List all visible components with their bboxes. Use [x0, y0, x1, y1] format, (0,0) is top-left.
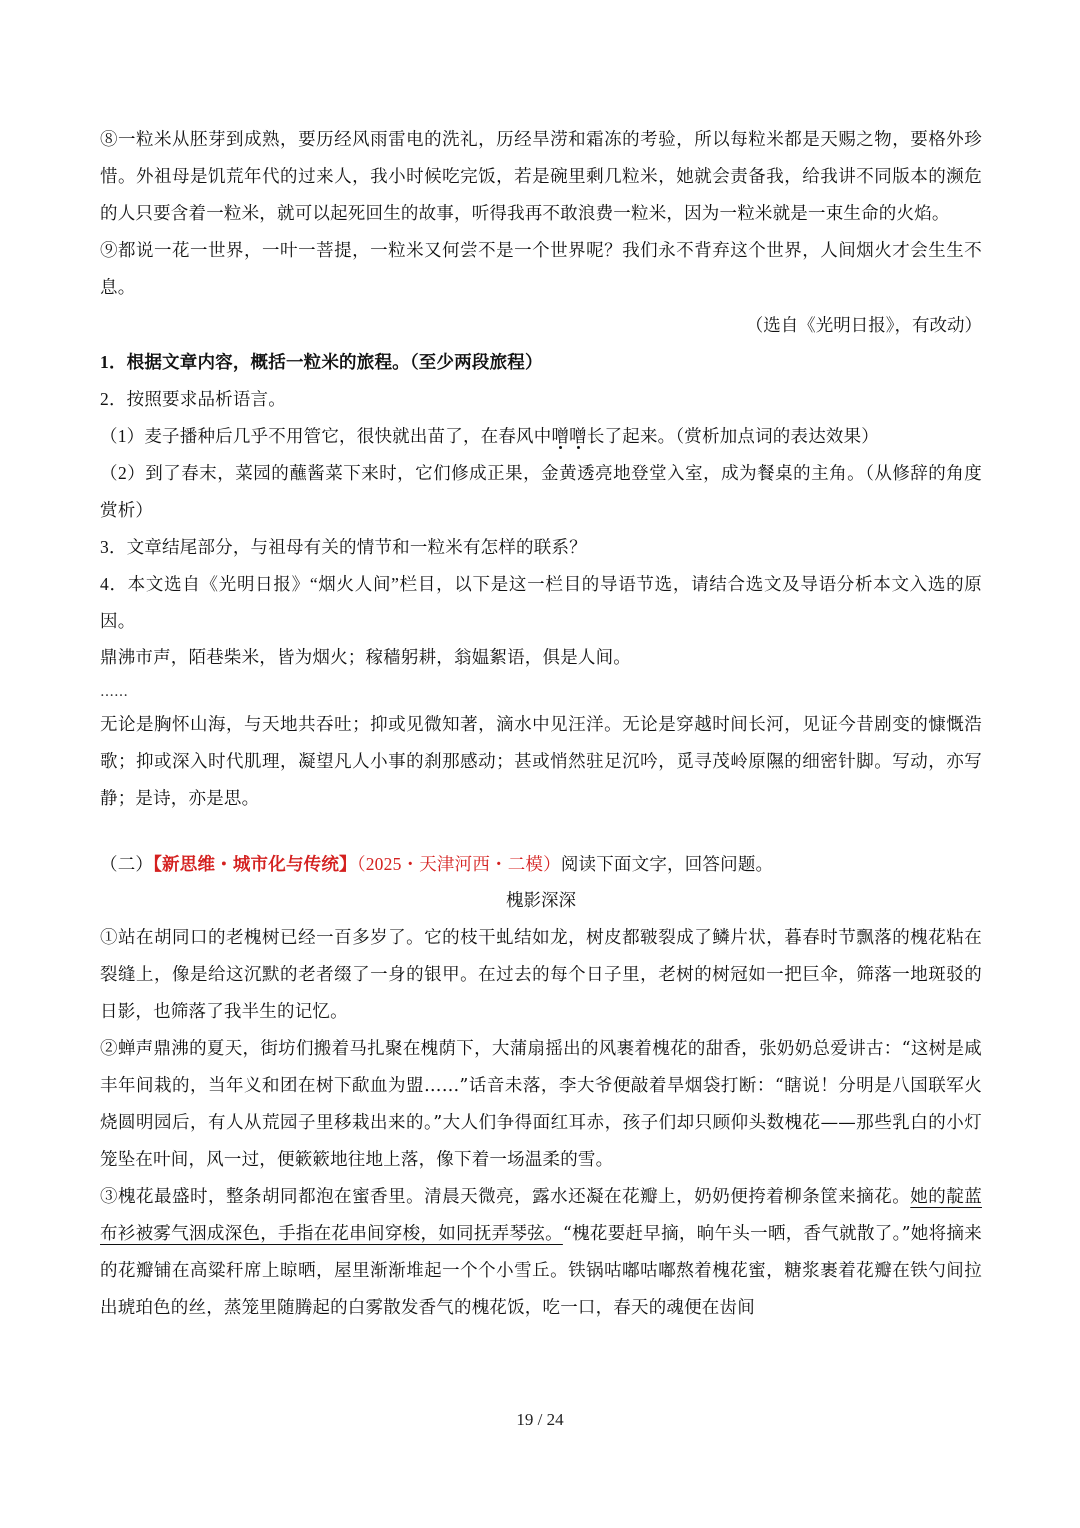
- section-2-prefix: （二）: [100, 854, 154, 874]
- section-2-heading: [100, 846, 982, 883]
- article-title: 槐影深深: [506, 891, 576, 911]
- article-paragraph-2: ②蝉声鼎沸的夏天，街坊们搬着马扎聚在槐荫下，大蒲扇摇出的风裹着槐花的甜香，张奶奶总爱讲古：“这树是咸丰年间栽的，当年义和团在树下歃血为盟……”话音未落，李大爷便敲着旱烟袋打断：“瞎说！分明是八国联军火烧圆明园后，有人从荒园子里移栽出来的。”大人们争得面红耳赤，孩子们却只顾仰头数槐花——那些乳白的小灯笼坠在叶间，风一过，便簌簌地往地上落，像下着一场温柔的雪。: [100, 1039, 982, 1170]
- question-2-1: [100, 418, 982, 455]
- article-paragraph-3: [100, 1179, 982, 1327]
- article-paragraph-3-b: “槐花要赶早摘，晌午头一晒，香气就散了。”她将摘来的花瓣铺在高粱秆席上晾晒，屋里渐渐堆起一个个小雪丘。铁锅咕嘟咕嘟熬着槐花蜜，糖浆裹着花瓣在铁勺间拉出琥珀色的丝，蒸笼里随腾起的白雾散发香气的槐花饭，吃一口，春天的魂便在齿间: [100, 1224, 982, 1318]
- page-content: [100, 122, 982, 1327]
- question-2: 2．按照要求品析语言。: [100, 389, 286, 409]
- intro-ellipsis: ……: [100, 684, 128, 700]
- section-spacer: [100, 818, 982, 846]
- question-4: 4．本文选自《光明日报》“烟火人间”栏目，以下是这一栏目的导语节选，请结合选文及导语分析本文入选的原因。: [100, 574, 982, 631]
- intro-line-2: 无论是胸怀山海，与天地共吞吐；抑或见微知著，滴水中见汪洋。无论是穿越时间长河，见证今昔剧变的慷慨浩歌；抑或深入时代肌理，凝望凡人小事的刹那感动；甚或悄然驻足沉吟，觅寻茂岭原隰的细密针脚。写动，亦写静；是诗，亦是思。: [100, 715, 982, 809]
- question-2-1-text-a: （1）麦子播种后几乎不用管它，很快就出苗了，在春风中: [100, 426, 552, 446]
- dotted-char-2: 噌: [569, 426, 587, 446]
- intro-line-1: 鼎沸市声，陌巷柴米，皆为烟火；稼穑躬耕，翁媪絮语，俱是人间。: [100, 648, 631, 668]
- section-2-instruction: 阅读下面文字，回答问题。: [560, 854, 774, 874]
- article-paragraph-3-a: ③槐花最盛时，整条胡同都泡在蜜香里。清晨天微亮，露水还凝在花瓣上，奶奶便挎着柳条筐来摘花。: [100, 1187, 911, 1207]
- article-paragraph-1: ①站在胡同口的老槐树已经一百多岁了。它的枝干虬结如龙，树皮都皲裂成了鳞片状，暮春时节飘落的槐花粘在裂缝上，像是给这沉默的老者缀了一身的银甲。在过去的每个日子里，老树的树冠如一把巨伞，筛落一地斑驳的日影，也筛落了我半生的记忆。: [100, 928, 982, 1022]
- source-citation: （选自《光明日报》，有改动）: [745, 315, 982, 335]
- section-2-exam: （2025・天津河西・二模）: [356, 854, 561, 874]
- paragraph-9: ⑨都说一花一世界，一叶一菩提，一粒米又何尝不是一个世界呢？我们永不背弃这个世界，人间烟火才会生生不息。: [100, 241, 982, 298]
- question-2-1-text-b: 长了起来。（赏析加点词的表达效果）: [586, 426, 880, 446]
- question-3: 3．文章结尾部分，与祖母有关的情节和一粒米有怎样的联系？: [100, 537, 587, 557]
- question-1: 1．根据文章内容，概括一粒米的旅程。（至少两段旅程）: [100, 352, 543, 372]
- page-number: 19 / 24: [516, 1410, 564, 1429]
- section-2-tag: 【新思维・城市化与传统】: [153, 854, 357, 874]
- paragraph-8: ⑧一粒米从胚芽到成熟，要历经风雨雷电的洗礼，历经旱涝和霜冻的考验，所以每粒米都是天赐之物，要格外珍惜。外祖母是饥荒年代的过来人，我小时候吃完饭，若是碗里剩几粒米，她就会责备我，给我讲不同版本的濒危的人只要含着一粒米，就可以起死回生的故事，听得我再不敢浪费一粒米，因为一粒米就是一束生命的火焰。: [100, 130, 982, 224]
- question-2-2: （2）到了春末，菜园的蘸酱菜下来时，它们修成正果，金黄透亮地登堂入室，成为餐桌的主角。（从修辞的角度赏析）: [100, 463, 982, 520]
- underlined-sentence: 她的靛蓝布衫被雾气洇成深色，手指在花串间穿梭，如同抚弄琴弦。: [100, 1187, 982, 1244]
- dotted-char-1: 噌: [551, 426, 570, 446]
